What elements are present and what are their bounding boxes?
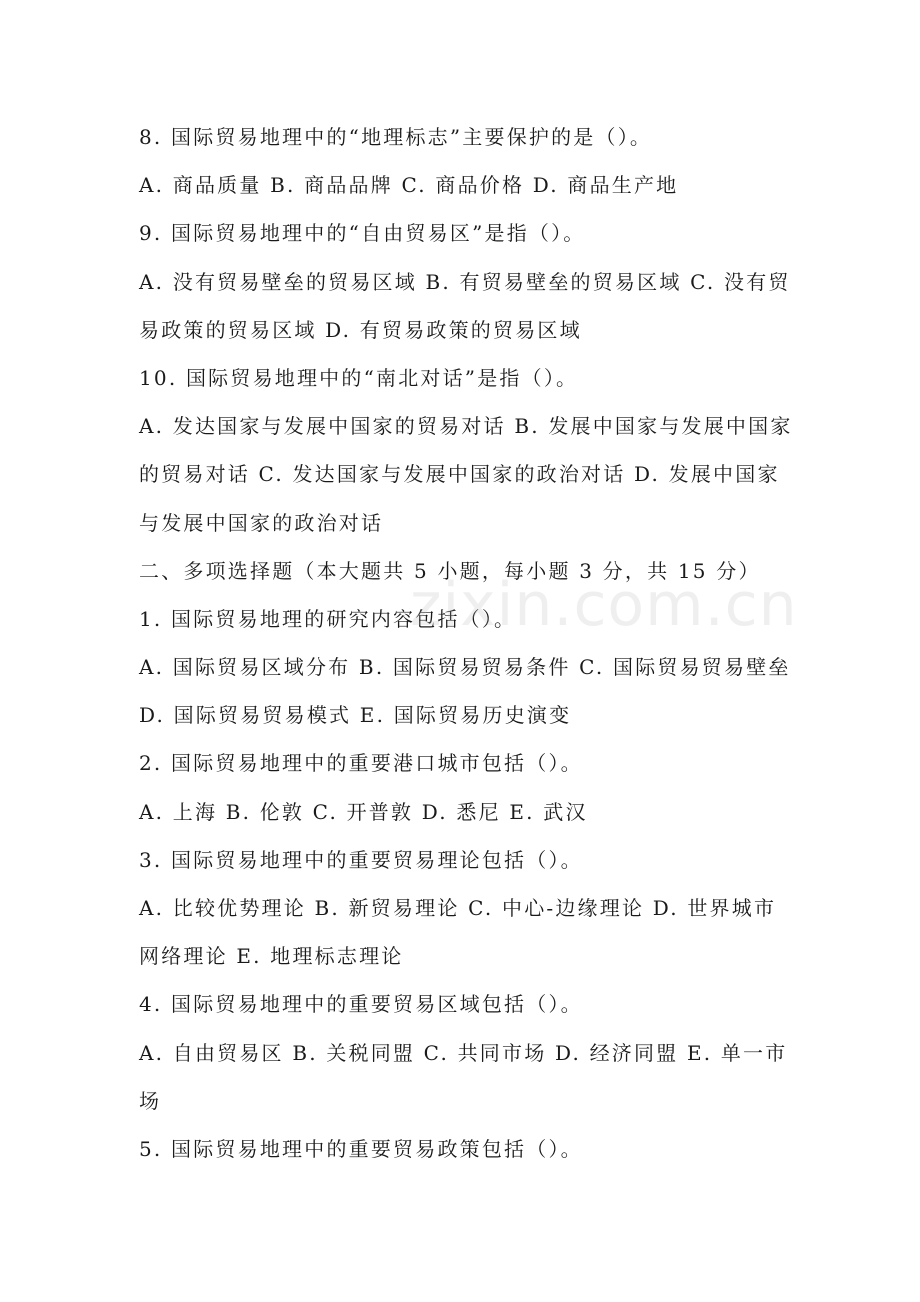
question-10: 10. 国际贸易地理中的“南北对话”是指（）。: [139, 365, 579, 390]
question-9-options-line-2: 易政策的贸易区域 D. 有贸易政策的贸易区域: [139, 317, 582, 342]
mc-question-4-options-line-2: 场: [139, 1088, 162, 1113]
question-10-options-line-3: 与发展中国家的政治对话: [139, 510, 384, 535]
question-9-options-line-1: A. 没有贸易壁垒的贸易区域 B. 有贸易壁垒的贸易区域 C. 没有贸: [139, 269, 791, 294]
mc-question-2-options: A. 上海 B. 伦敦 C. 开普敦 D. 悉尼 E. 武汉: [139, 799, 588, 824]
question-8-options: A. 商品质量 B. 商品品牌 C. 商品价格 D. 商品生产地: [139, 173, 679, 198]
question-9: 9. 国际贸易地理中的“自由贸易区”是指（）。: [139, 221, 586, 246]
question-10-options-line-2: 的贸易对话 C. 发达国家与发展中国家的政治对话 D. 发展中国家: [139, 462, 780, 487]
section-heading-multiple-choice: 二、多项选择题（本大题共 5 小题，每小题 3 分，共 15 分）: [139, 558, 761, 583]
mc-question-5: 5. 国际贸易地理中的重要贸易政策包括（）。: [139, 1136, 583, 1161]
document-body: [139, 113, 793, 1173]
mc-question-1: 1. 国际贸易地理的研究内容包括（）。: [139, 606, 517, 631]
mc-question-2: 2. 国际贸易地理中的重要港口城市包括（）。: [139, 751, 583, 776]
mc-question-4: 4. 国际贸易地理中的重要贸易区域包括（）。: [139, 992, 583, 1017]
mc-question-3: 3. 国际贸易地理中的重要贸易理论包括（）。: [139, 847, 583, 872]
question-8: 8. 国际贸易地理中的“地理标志”主要保护的是（）。: [139, 125, 653, 149]
mc-question-3-options-line-1: A. 比较优势理论 B. 新贸易理论 C. 中心-边缘理论 D. 世界城市: [139, 896, 777, 920]
mc-question-1-options-line-2: D. 国际贸易贸易模式 E. 国际贸易历史演变: [139, 703, 572, 728]
mc-question-3-options-line-2: 网络理论 E. 地理标志理论: [139, 944, 404, 969]
mc-question-1-options-line-1: A. 国际贸易区域分布 B. 国际贸易贸易条件 C. 国际贸易贸易壁垒: [139, 655, 791, 680]
watermark: zixin.com.cn: [410, 570, 798, 640]
mc-question-4-options-line-1: A. 自由贸易区 B. 关税同盟 C. 共同市场 D. 经济同盟 E. 单一市: [139, 1040, 788, 1065]
question-10-options-line-1: A. 发达国家与发展中国家的贸易对话 B. 发展中国家与发展中国家: [139, 414, 793, 439]
